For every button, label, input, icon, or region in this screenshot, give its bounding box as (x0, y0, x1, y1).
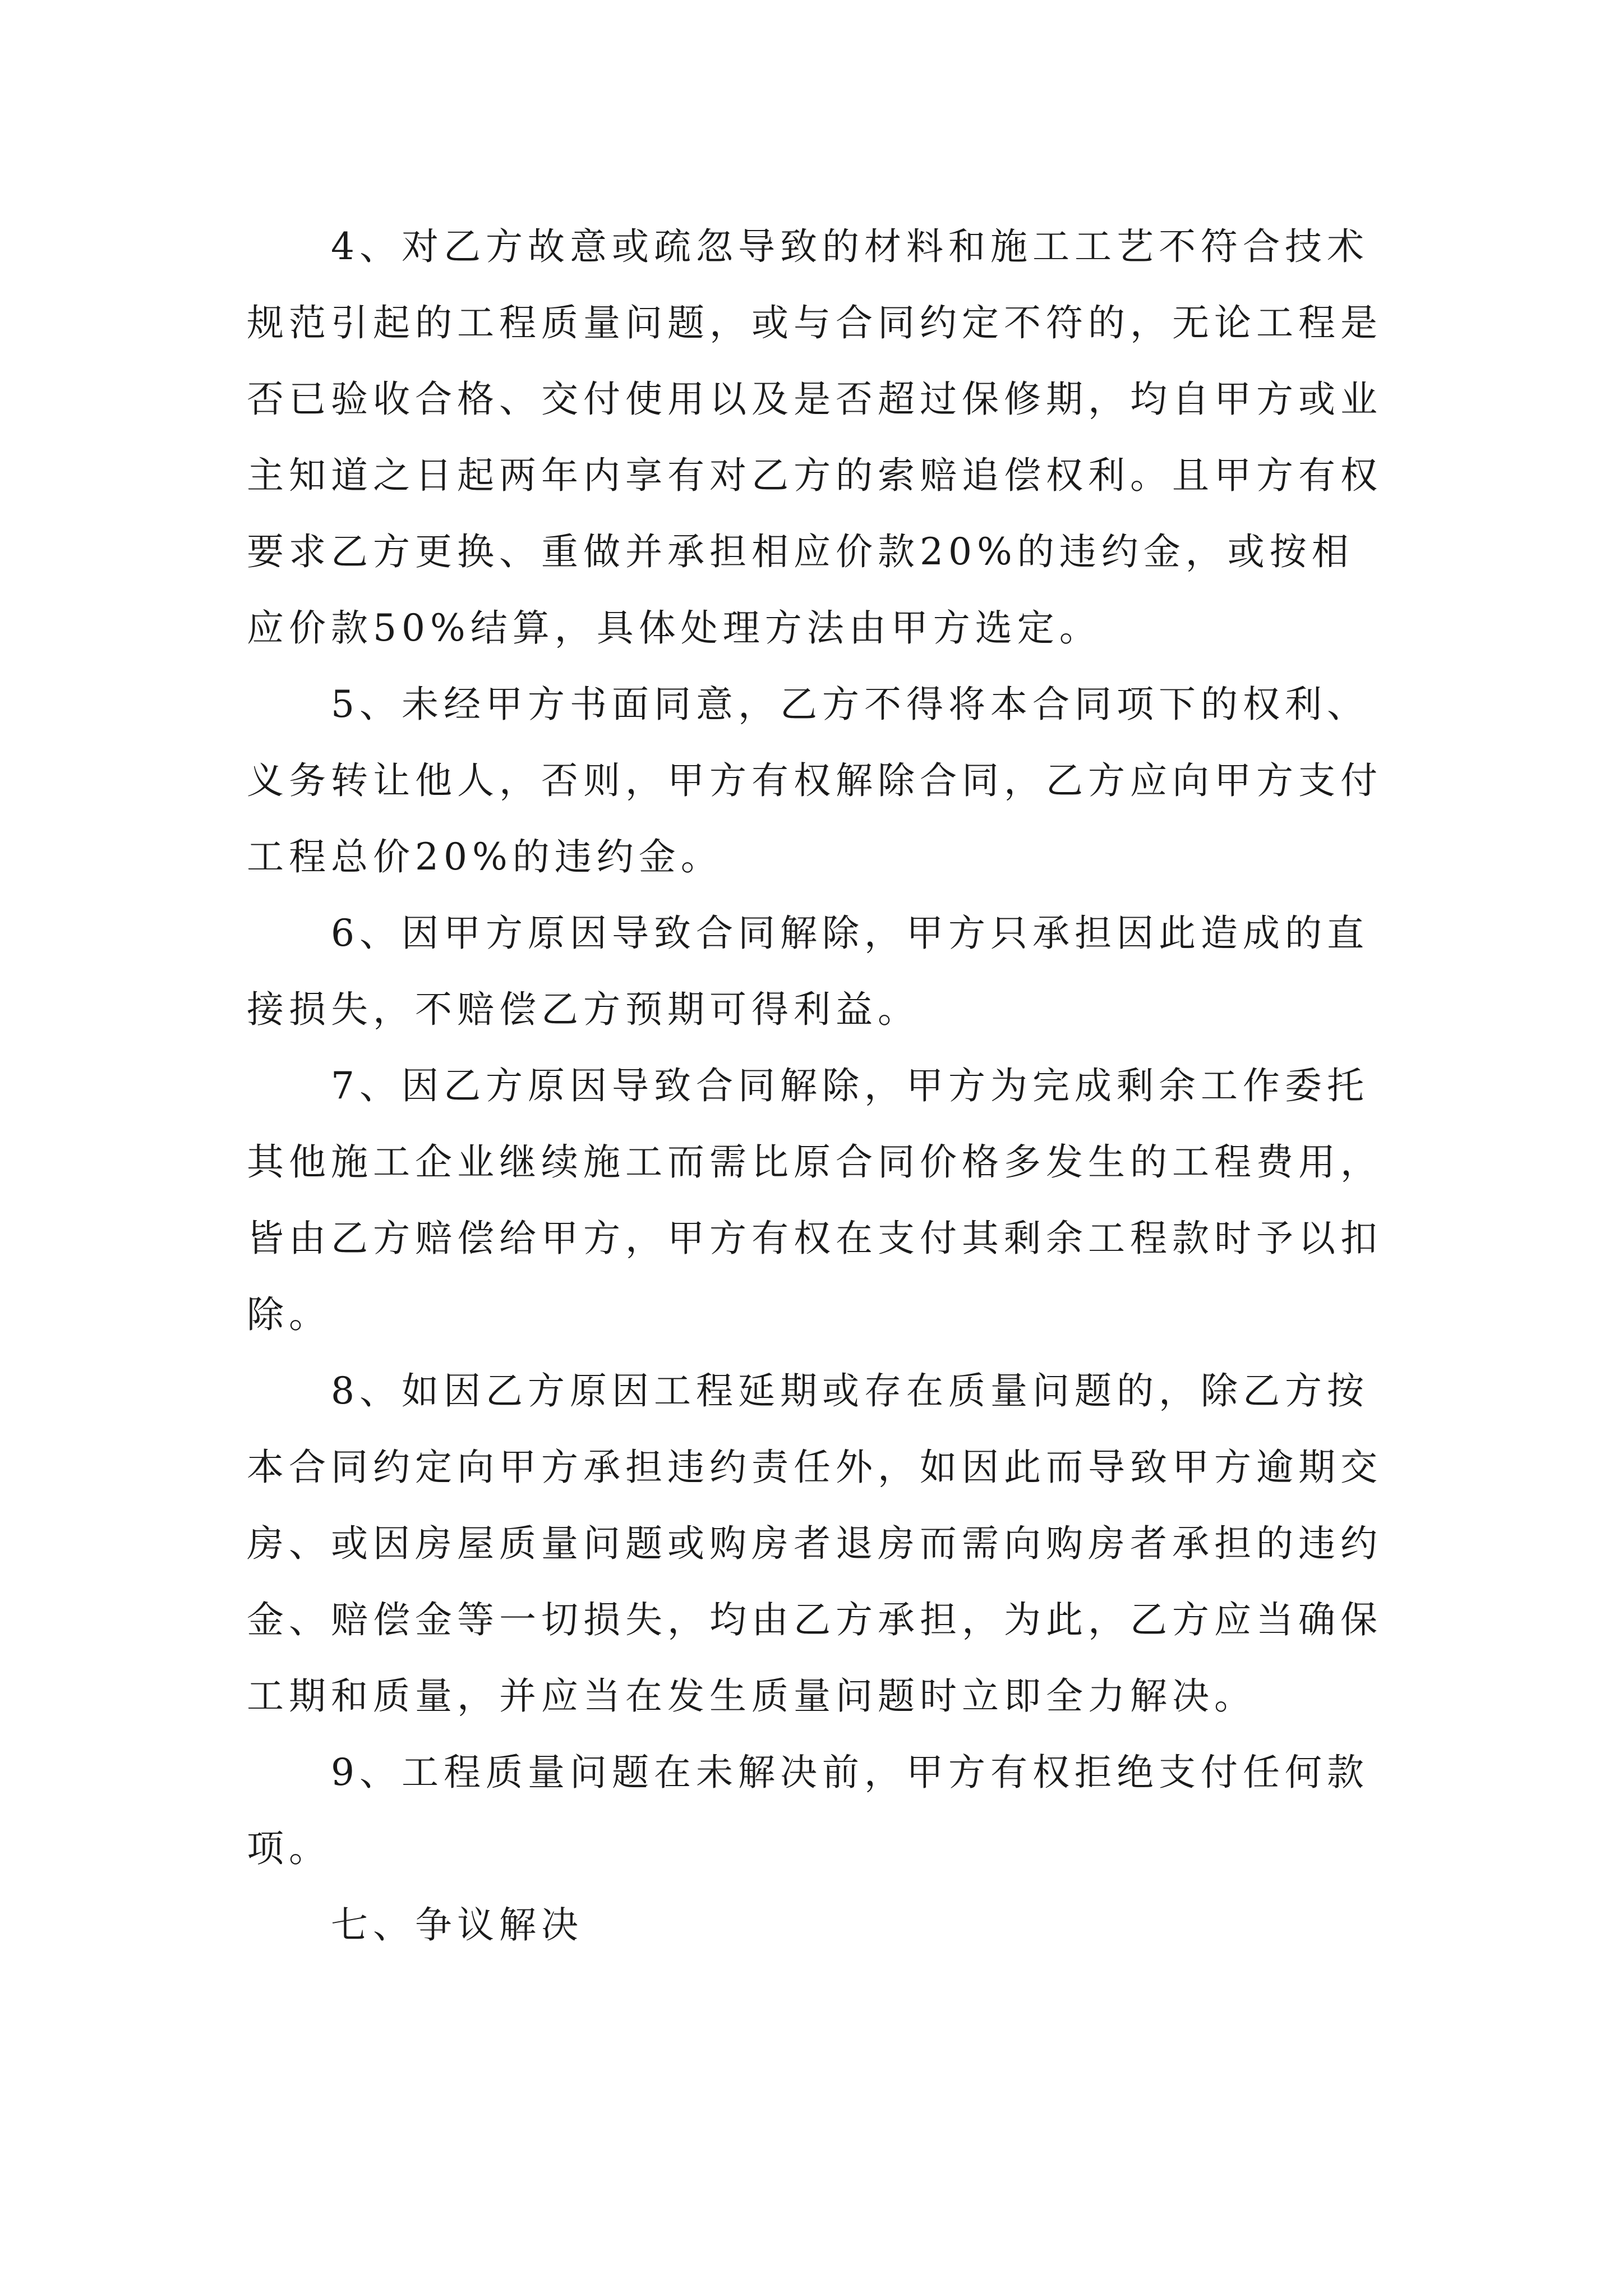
clause-6-paragraph: 6、因甲方原因导致合同解除，甲方只承担因此造成的直接损失，不赔偿乙方预期可得利益。 (247, 912, 1369, 1031)
clause-9-paragraph: 9、工程质量问题在未解决前，甲方有权拒绝支付任何款项。 (247, 1751, 1369, 1870)
clause-7-paragraph: 7、因乙方原因导致合同解除，甲方为完成剩余工作委托其他施工企业继续施工而需比原合同价格多发生的工程费用，皆由乙方赔偿给甲方，甲方有权在支付其剩余工程款时予以扣除。 (247, 1064, 1382, 1336)
clause-4-paragraph: 4、对乙方故意或疏忽导致的材料和施工工艺不符合技术规范引起的工程质量问题，或与合同约定不符的，无论工程是否已验收合格、交付使用以及是否超过保修期，均自甲方或业主知道之日起两年内享有对乙方的索赔追偿权利。且甲方有权要求乙方更换、重做并承担相应价款20%的违约金，或按相应价款50%结算，具体处理方法由甲方选定。 (247, 225, 1382, 650)
clause-8-paragraph: 8、如因乙方原因工程延期或存在质量问题的，除乙方按本合同约定向甲方承担违约责任外，如因此而导致甲方逾期交房、或因房屋质量问题或购房者退房而需向购房者承担的违约金、赔偿金等一切损失，均由乙方承担，为此，乙方应当确保工期和质量，并应当在发生质量问题时立即全力解决。 (247, 1369, 1382, 1718)
section-heading-dispute-resolution: 七、争议解决 (331, 1903, 583, 1947)
clause-5-paragraph: 5、未经甲方书面同意，乙方不得将本合同项下的权利、义务转让他人，否则，甲方有权解除合同，乙方应向甲方支付工程总价20%的违约金。 (247, 683, 1382, 878)
document-body (247, 209, 1391, 1963)
